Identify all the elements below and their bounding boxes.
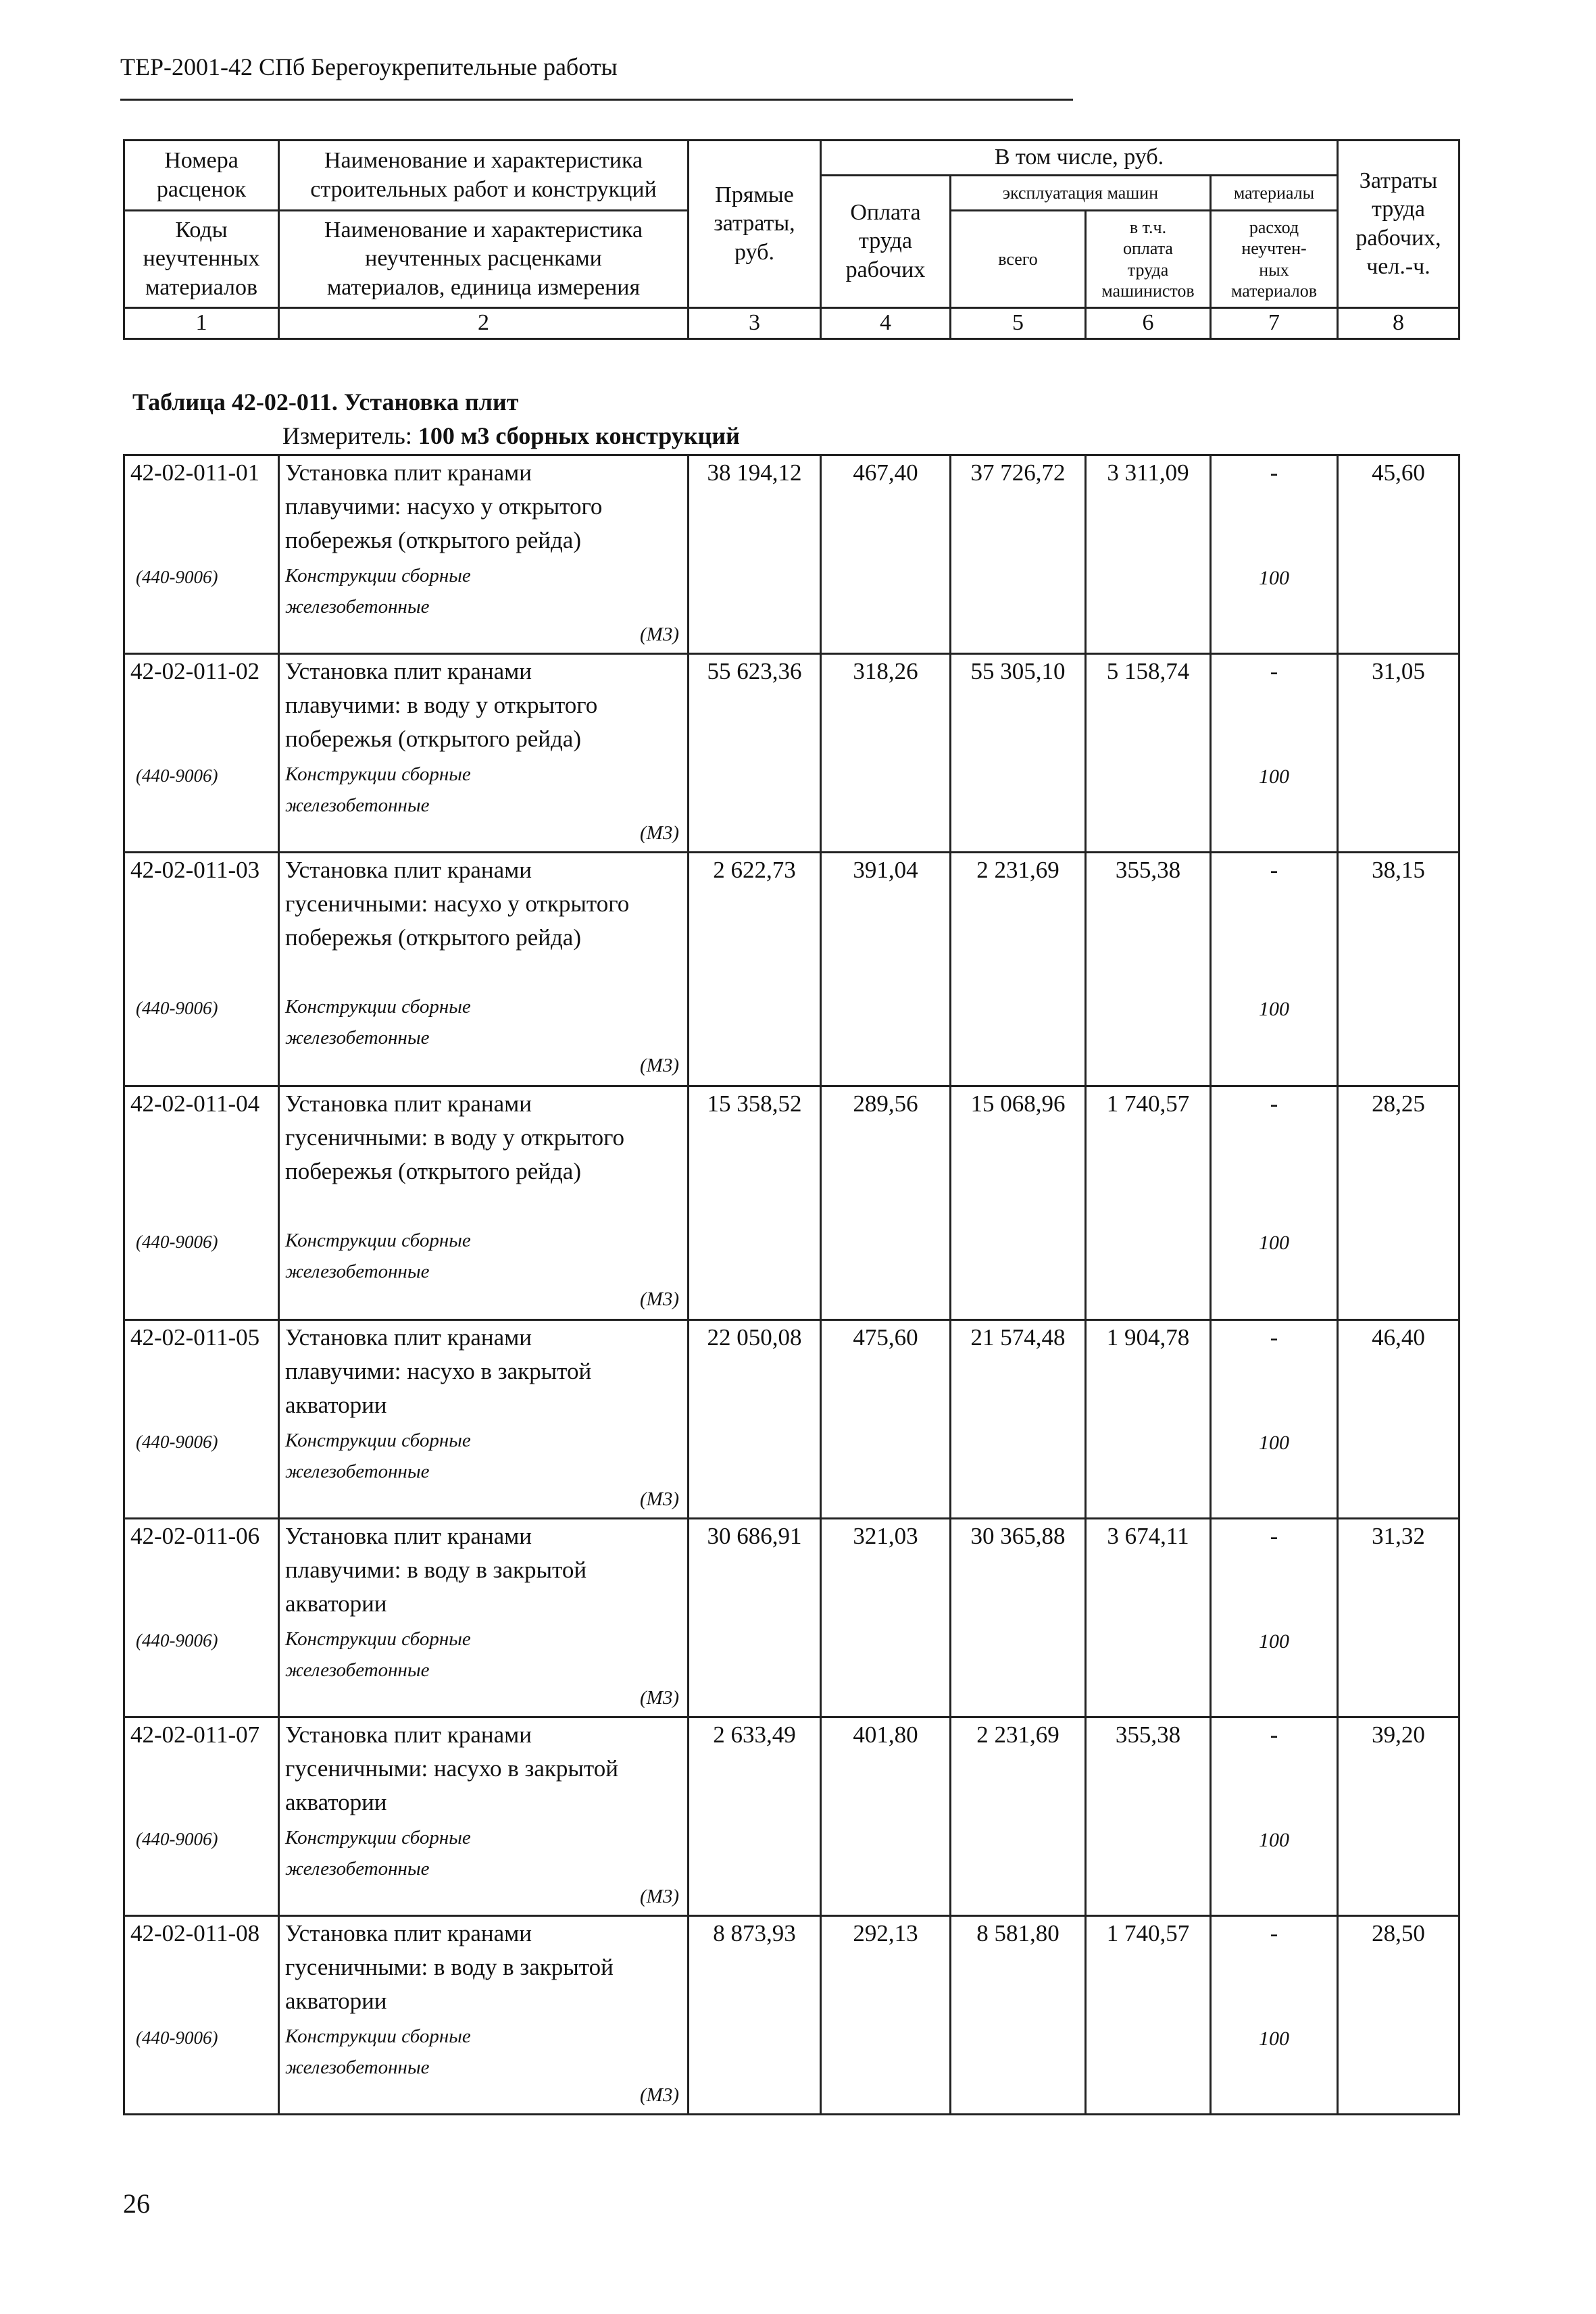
machines-total: 30 365,88 <box>951 1519 1086 1717</box>
materials-cell <box>1211 455 1338 654</box>
table-row <box>124 654 1460 853</box>
materials-cost: - <box>1270 857 1278 883</box>
materials-cost: - <box>1270 1324 1278 1351</box>
table-row <box>124 853 1460 1086</box>
material-quantity: 100 <box>1259 2028 1289 2050</box>
material-quantity: 100 <box>1259 998 1289 1020</box>
labor-hours: 45,60 <box>1338 455 1460 654</box>
materials-cost: - <box>1270 1090 1278 1117</box>
material-name-line: Конструкции сборные <box>285 1430 471 1451</box>
labor-pay: 292,13 <box>821 1916 951 2115</box>
header-material-codes: Коды неучтенных материалов <box>124 211 279 308</box>
labor-hours: 31,05 <box>1338 654 1460 853</box>
direct-costs: 55 623,36 <box>689 654 821 853</box>
operators-pay: 3 674,11 <box>1086 1519 1211 1717</box>
direct-costs: 2 622,73 <box>689 853 821 1086</box>
col-number: 8 <box>1338 308 1460 339</box>
material-code: (440-9006) <box>136 1232 218 1252</box>
materials-cell <box>1211 1519 1338 1717</box>
table-header <box>123 139 1460 340</box>
rate-code: 42-02-011-03 <box>130 857 260 883</box>
header-material-consumption: расход неучтен- ных материалов <box>1211 211 1338 308</box>
material-code: (440-9006) <box>136 1829 218 1849</box>
materials-cost: - <box>1270 1721 1278 1748</box>
work-name-line: Установка плит кранами <box>285 1523 532 1549</box>
material-unit: (М3) <box>640 1687 679 1709</box>
direct-costs: 38 194,12 <box>689 455 821 654</box>
material-name-line: Конструкции сборные <box>285 996 471 1017</box>
work-name-line: Установка плит кранами <box>285 1920 532 1946</box>
materials-cell <box>1211 654 1338 853</box>
labor-pay: 391,04 <box>821 853 951 1086</box>
materials-cell <box>1211 1086 1338 1320</box>
header-machines: эксплуатация машин <box>951 176 1211 211</box>
header-labor-pay: Оплата труда рабочих <box>821 176 951 308</box>
material-code: (440-9006) <box>136 1630 218 1651</box>
material-code: (440-9006) <box>136 2028 218 2048</box>
machines-total: 37 726,72 <box>951 455 1086 654</box>
labor-hours: 38,15 <box>1338 853 1460 1086</box>
machines-total: 2 231,69 <box>951 853 1086 1086</box>
work-name-line: гусеничными: насухо у открытого <box>285 890 630 917</box>
rate-name-cell <box>279 1086 689 1320</box>
material-name-line: Конструкции сборные <box>285 2026 471 2047</box>
unit-prefix: Измеритель: <box>282 422 418 449</box>
rates-table <box>123 454 1460 2115</box>
materials-cost: - <box>1270 1920 1278 1946</box>
material-name-line: Конструкции сборные <box>285 1827 471 1848</box>
machines-total: 15 068,96 <box>951 1086 1086 1320</box>
work-name-line: побережья (открытого рейда) <box>285 924 581 951</box>
materials-cell <box>1211 853 1338 1086</box>
work-name-line: плавучими: насухо у открытого <box>285 493 603 520</box>
operators-pay: 1 740,57 <box>1086 1916 1211 2115</box>
material-quantity: 100 <box>1259 1232 1289 1254</box>
header-rule <box>120 99 1073 101</box>
labor-pay: 289,56 <box>821 1086 951 1320</box>
rate-code-cell <box>124 1086 279 1320</box>
work-name-line: побережья (открытого рейда) <box>285 726 581 752</box>
material-quantity: 100 <box>1259 567 1289 589</box>
material-unit: (М3) <box>640 1886 679 1907</box>
labor-hours: 28,25 <box>1338 1086 1460 1320</box>
labor-hours: 28,50 <box>1338 1916 1460 2115</box>
material-name-line: железобетонные <box>285 795 430 816</box>
material-code: (440-9006) <box>136 765 218 786</box>
labor-pay: 321,03 <box>821 1519 951 1717</box>
material-unit: (М3) <box>640 624 679 645</box>
rate-code: 42-02-011-01 <box>130 459 260 486</box>
materials-cost: - <box>1270 658 1278 684</box>
direct-costs: 2 633,49 <box>689 1717 821 1916</box>
header-including: В том числе, руб. <box>821 141 1338 176</box>
material-name-line: железобетонные <box>285 1659 430 1681</box>
work-name-line: Установка плит кранами <box>285 1090 532 1117</box>
operators-pay: 1 904,78 <box>1086 1320 1211 1519</box>
unit-line <box>282 422 740 450</box>
rate-code-cell <box>124 654 279 853</box>
table-row <box>124 1916 1460 2115</box>
machines-total: 2 231,69 <box>951 1717 1086 1916</box>
rate-name-cell <box>279 1320 689 1519</box>
table-row <box>124 455 1460 654</box>
rate-code: 42-02-011-02 <box>130 658 260 684</box>
material-name-line: Конструкции сборные <box>285 565 471 586</box>
table-row <box>124 1717 1460 1916</box>
rate-code: 42-02-011-06 <box>130 1523 260 1549</box>
material-name-line: Конструкции сборные <box>285 763 471 785</box>
labor-hours: 46,40 <box>1338 1320 1460 1519</box>
materials-cost: - <box>1270 459 1278 486</box>
work-name-line: плавучими: в воду в закрытой <box>285 1557 587 1583</box>
material-unit: (М3) <box>640 1288 679 1310</box>
direct-costs: 15 358,52 <box>689 1086 821 1320</box>
material-code: (440-9006) <box>136 998 218 1018</box>
table-row <box>124 1320 1460 1519</box>
rate-code: 42-02-011-04 <box>130 1090 260 1117</box>
labor-pay: 467,40 <box>821 455 951 654</box>
materials-cell <box>1211 1320 1338 1519</box>
direct-costs: 22 050,08 <box>689 1320 821 1519</box>
work-name-line: плавучими: насухо в закрытой <box>285 1358 592 1384</box>
work-name-line: Установка плит кранами <box>285 658 532 684</box>
rate-code-cell <box>124 1916 279 2115</box>
operators-pay: 355,38 <box>1086 853 1211 1086</box>
material-name-line: железобетонные <box>285 596 430 618</box>
work-name-line: Установка плит кранами <box>285 1324 532 1351</box>
table-caption: Таблица 42-02-011. Установка плит <box>132 388 519 416</box>
material-quantity: 100 <box>1259 1829 1289 1851</box>
operators-pay: 355,38 <box>1086 1717 1211 1916</box>
labor-pay: 475,60 <box>821 1320 951 1519</box>
col-number: 5 <box>951 308 1086 339</box>
work-name-line: Установка плит кранами <box>285 459 532 486</box>
rate-code-cell <box>124 455 279 654</box>
header-materials: материалы <box>1211 176 1338 211</box>
material-code: (440-9006) <box>136 1432 218 1452</box>
header-labor-hours: Затраты труда рабочих, чел.-ч. <box>1338 141 1460 308</box>
materials-cost: - <box>1270 1523 1278 1549</box>
col-number: 1 <box>124 308 279 339</box>
rate-code-cell <box>124 1717 279 1916</box>
machines-total: 21 574,48 <box>951 1320 1086 1519</box>
work-name-line: гусеничными: в воду в закрытой <box>285 1954 614 1980</box>
work-name-line: гусеничными: в воду у открытого <box>285 1124 625 1151</box>
material-name-line: железобетонные <box>285 1858 430 1880</box>
material-unit: (М3) <box>640 2084 679 2106</box>
machines-total: 8 581,80 <box>951 1916 1086 2115</box>
col-number: 4 <box>821 308 951 339</box>
machines-total: 55 305,10 <box>951 654 1086 853</box>
work-name-line: Установка плит кранами <box>285 1721 532 1748</box>
materials-cell <box>1211 1916 1338 2115</box>
rate-code: 42-02-011-05 <box>130 1324 260 1351</box>
work-name-line: побережья (открытого рейда) <box>285 527 581 553</box>
rate-name-cell <box>279 654 689 853</box>
materials-cell <box>1211 1717 1338 1916</box>
material-name-line: Конструкции сборные <box>285 1230 471 1251</box>
rate-code-cell <box>124 1519 279 1717</box>
document-header: ТЕР-2001-42 СПб Берегоукрепительные работы <box>120 53 618 80</box>
work-name-line: акватории <box>285 1789 387 1815</box>
work-name-line: акватории <box>285 1392 387 1418</box>
material-quantity: 100 <box>1259 1630 1289 1653</box>
labor-hours: 31,32 <box>1338 1519 1460 1717</box>
work-name-line: акватории <box>285 1988 387 2014</box>
table-row <box>124 1086 1460 1320</box>
table-row <box>124 1519 1460 1717</box>
header-machines-total: всего <box>951 211 1086 308</box>
material-code: (440-9006) <box>136 567 218 587</box>
direct-costs: 8 873,93 <box>689 1916 821 2115</box>
rate-code: 42-02-011-08 <box>130 1920 260 1946</box>
rate-code-cell <box>124 1320 279 1519</box>
rate-code: 42-02-011-07 <box>130 1721 260 1748</box>
col-number: 2 <box>279 308 689 339</box>
header-work-name: Наименование и характеристика строительных работ и конструкций <box>279 141 689 211</box>
material-name-line: железобетонные <box>285 1261 430 1282</box>
material-unit: (М3) <box>640 1055 679 1076</box>
unit-value: 100 м3 сборных конструкций <box>418 422 740 449</box>
rate-code-cell <box>124 853 279 1086</box>
material-unit: (М3) <box>640 1488 679 1510</box>
work-name-line: Установка плит кранами <box>285 857 532 883</box>
operators-pay: 3 311,09 <box>1086 455 1211 654</box>
labor-hours: 39,20 <box>1338 1717 1460 1916</box>
material-name-line: железобетонные <box>285 2057 430 2078</box>
rate-name-cell <box>279 1717 689 1916</box>
header-rate-number: Номера расценок <box>124 141 279 211</box>
operators-pay: 5 158,74 <box>1086 654 1211 853</box>
col-number: 3 <box>689 308 821 339</box>
rate-name-cell <box>279 853 689 1086</box>
rate-name-cell <box>279 455 689 654</box>
page-number: 26 <box>123 2188 150 2219</box>
material-quantity: 100 <box>1259 1432 1289 1454</box>
labor-pay: 401,80 <box>821 1717 951 1916</box>
col-number: 7 <box>1211 308 1338 339</box>
material-quantity: 100 <box>1259 765 1289 788</box>
header-material-names: Наименование и характеристика неучтенных расценками материалов, единица измерения <box>279 211 689 308</box>
work-name-line: акватории <box>285 1590 387 1617</box>
material-unit: (М3) <box>640 822 679 844</box>
rate-name-cell <box>279 1519 689 1717</box>
work-name-line: побережья (открытого рейда) <box>285 1158 581 1184</box>
material-name-line: железобетонные <box>285 1027 430 1049</box>
material-name-line: Конструкции сборные <box>285 1628 471 1650</box>
header-operators-pay: в т.ч. оплата труда машинистов <box>1086 211 1211 308</box>
header-direct-costs: Прямые затраты, руб. <box>689 141 821 308</box>
direct-costs: 30 686,91 <box>689 1519 821 1717</box>
work-name-line: плавучими: в воду у открытого <box>285 692 598 718</box>
rate-name-cell <box>279 1916 689 2115</box>
work-name-line: гусеничными: насухо в закрытой <box>285 1755 618 1782</box>
material-name-line: железобетонные <box>285 1461 430 1482</box>
operators-pay: 1 740,57 <box>1086 1086 1211 1320</box>
col-number: 6 <box>1086 308 1211 339</box>
labor-pay: 318,26 <box>821 654 951 853</box>
